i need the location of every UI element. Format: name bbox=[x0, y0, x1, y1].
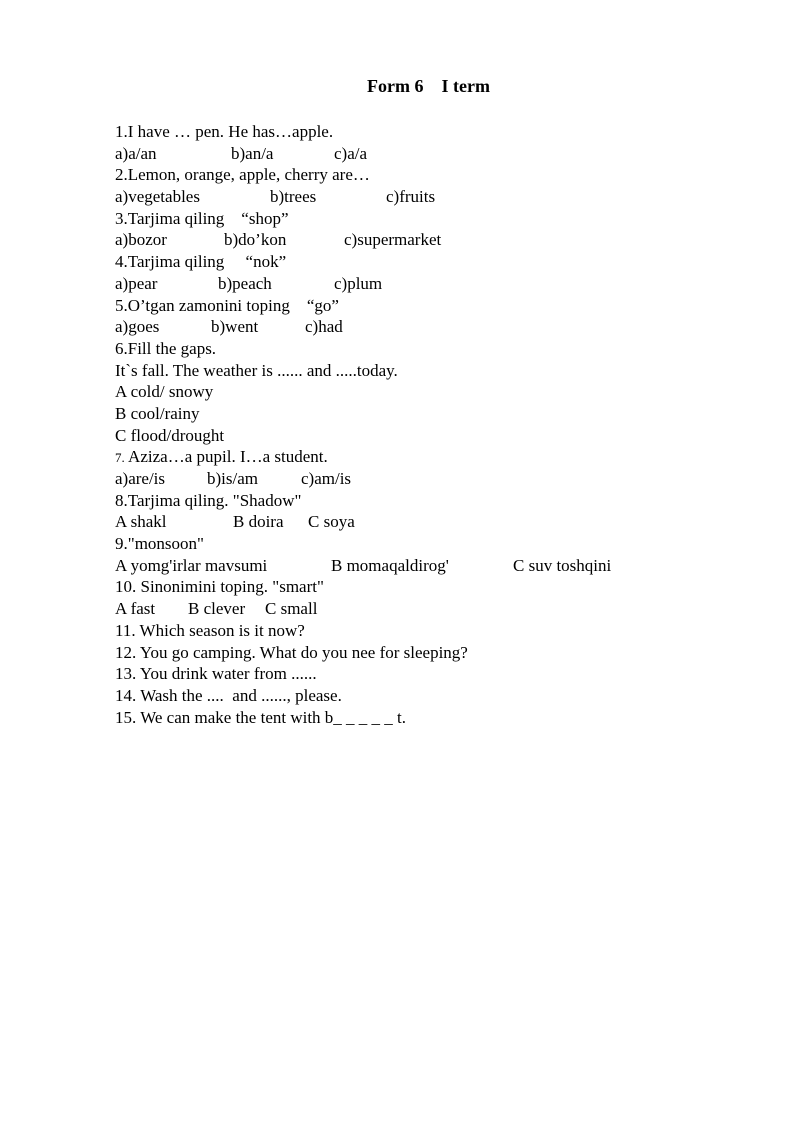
question-text: 2.Lemon, orange, apple, cherry are… bbox=[115, 165, 370, 185]
question-text: 15. We can make the tent with b_ _ _ _ _ t. bbox=[115, 707, 407, 727]
question-text: 8.Tarjima qiling. "Shadow" bbox=[115, 490, 302, 510]
question-text: Aziza…a pupil. I…a student. bbox=[124, 447, 328, 467]
option-b: b)is/am bbox=[207, 469, 258, 488]
option-c: c)supermarket bbox=[344, 230, 442, 250]
question-text: 6.Fill the gaps. bbox=[115, 338, 217, 358]
question-2-options bbox=[115, 186, 755, 208]
question-text: 5.O’tgan zamonini toping “go” bbox=[115, 295, 339, 315]
option-a: a)bozor bbox=[115, 230, 167, 250]
question-6-option-c bbox=[115, 425, 755, 447]
question-list bbox=[115, 121, 755, 728]
question-8 bbox=[115, 490, 755, 512]
option-a: A cold/ snowy bbox=[115, 382, 214, 402]
option-a: a)are/is bbox=[115, 469, 166, 488]
question-text: 12. You go camping. What do you nee for sleeping? bbox=[115, 642, 468, 662]
question-text: 13. You drink water from ...... bbox=[115, 664, 317, 684]
question-10-options bbox=[115, 598, 755, 620]
question-9 bbox=[115, 533, 755, 555]
question-3 bbox=[115, 208, 755, 230]
option-c: c)fruits bbox=[386, 187, 436, 207]
option-b: B doira bbox=[233, 512, 284, 532]
option-c: C flood/drought bbox=[115, 425, 225, 445]
option-b: B cool/rainy bbox=[115, 403, 200, 423]
question-2 bbox=[115, 164, 755, 186]
option-c: C suv toshqini bbox=[513, 555, 612, 575]
option-b: b)an/a bbox=[231, 143, 274, 163]
question-12 bbox=[115, 642, 755, 664]
question-4-options bbox=[115, 273, 755, 295]
option-c: C small bbox=[265, 599, 318, 619]
question-10 bbox=[115, 576, 755, 598]
option-a: A yomg'irlar mavsumi bbox=[115, 555, 268, 575]
question-5 bbox=[115, 295, 755, 317]
question-3-options bbox=[115, 229, 755, 251]
page-title: Form 6 I term bbox=[367, 76, 490, 96]
option-a: a)a/an bbox=[115, 143, 157, 163]
option-c: c)am/is bbox=[301, 469, 352, 488]
option-a: A fast bbox=[115, 599, 156, 619]
question-number: 7. bbox=[115, 450, 125, 466]
option-b: B momaqaldirog' bbox=[331, 555, 449, 575]
question-8-options bbox=[115, 511, 755, 533]
gap-sentence: It`s fall. The weather is ...... and .....today. bbox=[115, 360, 398, 380]
question-6-option-a bbox=[115, 381, 755, 403]
question-text: 10. Sinonimini toping. "smart" bbox=[115, 577, 324, 597]
question-text: 14. Wash the .... and ......, please. bbox=[115, 685, 342, 705]
option-c: c)had bbox=[305, 317, 343, 337]
question-14 bbox=[115, 685, 755, 707]
option-c: c)a/a bbox=[334, 143, 368, 163]
option-a: a)pear bbox=[115, 273, 158, 293]
question-text: 1.I have … pen. He has…apple. bbox=[115, 122, 334, 141]
question-7 bbox=[115, 446, 755, 468]
option-a: a)goes bbox=[115, 317, 160, 337]
question-6-sentence bbox=[115, 360, 755, 382]
option-b: b)trees bbox=[270, 187, 317, 207]
question-6 bbox=[115, 338, 755, 360]
option-b: b)do’kon bbox=[224, 230, 287, 250]
question-7-options bbox=[115, 468, 755, 490]
question-text: 11. Which season is it now? bbox=[115, 620, 305, 640]
question-13 bbox=[115, 663, 755, 685]
question-9-options bbox=[115, 555, 755, 577]
option-c: C soya bbox=[308, 512, 355, 532]
question-text: 3.Tarjima qiling “shop” bbox=[115, 208, 289, 228]
question-5-options bbox=[115, 316, 755, 338]
option-a: a)vegetables bbox=[115, 187, 200, 207]
question-15 bbox=[115, 707, 755, 729]
option-b: b)went bbox=[211, 317, 259, 337]
option-c: c)plum bbox=[334, 273, 383, 293]
question-4 bbox=[115, 251, 755, 273]
question-1-options bbox=[115, 143, 755, 165]
option-a: A shakl bbox=[115, 512, 167, 532]
question-1 bbox=[115, 121, 755, 143]
option-b: B clever bbox=[188, 599, 246, 619]
question-11 bbox=[115, 620, 755, 642]
question-text: 9."monsoon" bbox=[115, 534, 204, 554]
option-b: b)peach bbox=[218, 273, 272, 293]
question-6-option-b bbox=[115, 403, 755, 425]
question-text: 4.Tarjima qiling “nok” bbox=[115, 252, 287, 272]
